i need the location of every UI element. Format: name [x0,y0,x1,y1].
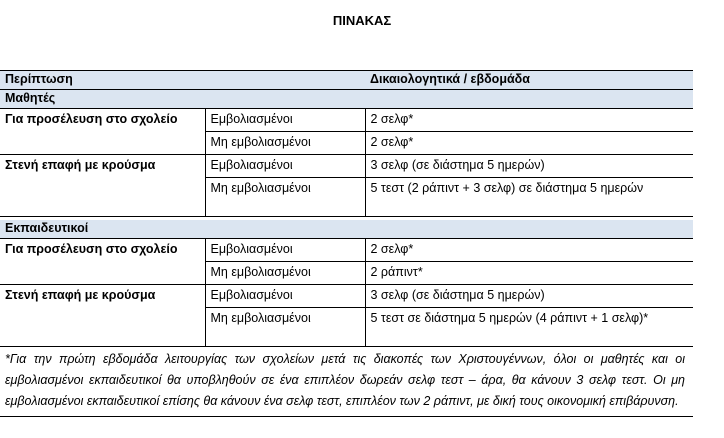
group-row-teachers [0,220,693,239]
documents-cell: 3 σελφ (σε διάστημα 5 ημερών) [365,155,693,178]
case-label: Στενή επαφή με κρούσμα [0,155,205,178]
table-row [0,239,693,262]
group-label: Μαθητές [0,90,693,109]
case-label: Για προσέλευση στο σχολείο [5,242,178,256]
group-label: Εκπαιδευτικοί [0,220,693,239]
vaccination-status: Εμβολιασμένοι [205,155,365,178]
vaccination-status: Εμβολιασμένοι [205,239,365,262]
table-row [0,178,693,217]
documents-cell: 3 σελφ (σε διάστημα 5 ημερών) [365,285,693,308]
requirements-table [0,70,693,417]
header-case: Περίπτωση [0,71,365,90]
documents-cell: 5 τεστ (2 ράπιντ + 3 σελφ) σε διάστημα 5 ημερών [370,181,644,195]
page-title: ΠΙΝΑΚΑΣ [332,13,392,28]
documents-cell: 5 τεστ σε διάστημα 5 ημερών (4 ράπιντ + 1 σελφ)* [370,311,649,325]
footnote-row [0,347,693,417]
documents-cell: 2 σελφ* [365,109,693,132]
table-row [0,308,693,347]
table-row [0,109,693,132]
documents-cell: 2 ράπιντ* [365,262,693,285]
documents-cell: 2 σελφ* [365,239,693,262]
table-header-row [0,71,693,90]
case-label: Για προσέλευση στο σχολείο [5,112,178,126]
table-row [0,155,693,178]
header-documents: Δικαιολογητικά / εβδομάδα [365,71,693,90]
table-row [0,132,693,155]
vaccination-status: Μη εμβολιασμένοι [205,308,365,347]
table-row [0,262,693,285]
vaccination-status: Μη εμβολιασμένοι [205,178,365,217]
documents-cell: 2 σελφ* [365,132,693,155]
vaccination-status: Μη εμβολιασμένοι [205,262,365,285]
footnote: *Για την πρώτη εβδομάδα λειτουργίας των σχολείων μετά τις διακοπές των Χριστουγέννων, όλοι οι μαθητές και οι εμβολιασμένοι εκπαιδευτικοί θα υποβληθούν σε ένα επιπλέον δωρεάν σελφ τεστ – άρα, θα κάνουν 3 σελφ τεστ. Οι μη εμβολιασμένοι εκπαιδευτικοί επίσης θα κάνουν ένα σελφ τεστ, επιπλέον των 2 ράπιντ, με δική τους οικονομική επιβάρυνση. [0,347,693,417]
group-row-students [0,90,693,109]
case-label: Στενή επαφή με κρούσμα [0,285,205,308]
vaccination-status: Μη εμβολιασμένοι [205,132,365,155]
vaccination-status: Εμβολιασμένοι [205,285,365,308]
table-row [0,285,693,308]
vaccination-status: Εμβολιασμένοι [205,109,365,132]
